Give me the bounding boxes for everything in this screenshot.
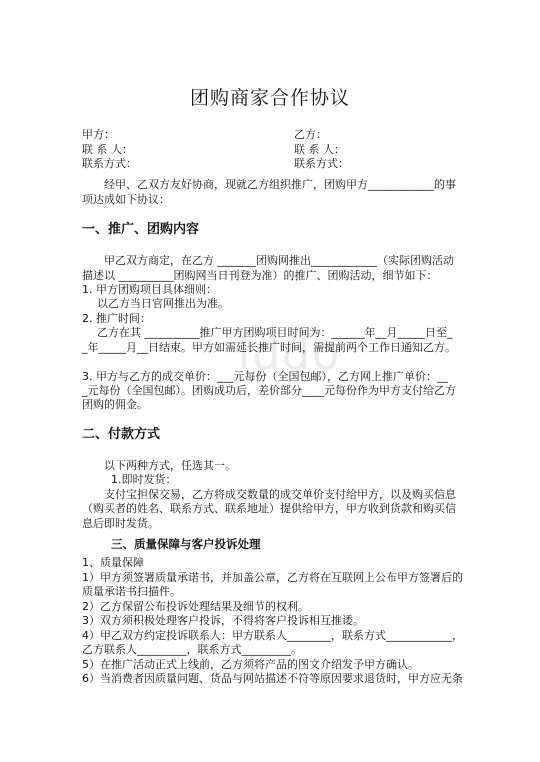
section-1-item-3-line-3: 团购的佣金。 xyxy=(82,398,148,411)
section-2-item-1-detail-1: 支付宝担保交易，乙方将成交数量的成交单价支付给甲方，以及购买信息 xyxy=(104,488,456,501)
section-1-item-3-line-1: 3. 甲方与乙方的成交单价：___元每份（全国包邮），乙方网上推广单价：__ xyxy=(82,370,448,383)
section-1-item-2-detail-1: 乙方在其 __________推广甲方团购项目时间为：______年__月_____日至_ xyxy=(97,326,453,339)
section-3-line: 质量承诺书扫描件。 xyxy=(82,585,181,598)
section-2-item-1-detail-3: 息后即时发货。 xyxy=(82,517,159,530)
section-1-item-3-line-2: _元每份（全国包邮）。团购成功后，差价部分____元每份作为甲方支付给乙方 xyxy=(82,384,456,397)
section-3-line: 5）在推广活动正式上线前，乙方须将产品的图文介绍发予甲方确认。 xyxy=(82,658,419,671)
intro-line-2: 项达成如下协议： xyxy=(82,193,170,206)
section-1-item-1-detail: 以乙方当日官网推出为准。 xyxy=(97,297,229,310)
party-b-phone: 联系方式： xyxy=(294,157,349,170)
section-3-heading: 三、质量保障与客户投诉处理 xyxy=(111,537,261,551)
party-a-contact: 联 系 人： xyxy=(82,143,133,156)
party-a-phone: 联系方式： xyxy=(82,157,137,170)
party-b-contact: 联 系 人： xyxy=(294,143,345,156)
section-2-p1: 以下两种方式，任选其一。 xyxy=(104,459,236,472)
section-1-p1-line-2: 描述以 __________团购网当日刊登为准）的推广、团购活动，细节如下： xyxy=(82,269,438,282)
section-1-p1-line-1: 甲乙双方商定，在乙方 _______团购网推出____________（实际团购活动 xyxy=(104,254,454,267)
document-title: 团购商家合作协议 xyxy=(189,87,350,109)
section-3-line: 1）甲方须签署质量承诺书，并加盖公章，乙方将在互联网上公布甲方签署后的 xyxy=(82,571,463,584)
section-2-item-1-detail-2: （购买者的姓名、联系方式、联系地址）提供给甲方，甲方收到货款和购买信 xyxy=(82,502,456,515)
section-3-line: 乙方联系人_________，联系方式_________。 xyxy=(82,643,302,656)
section-3-line: 2）乙方保留公布投诉处理结果及细节的权利。 xyxy=(82,600,309,613)
section-2-item-1: 1.即时发货： xyxy=(111,473,177,486)
party-b-label: 乙方： xyxy=(294,128,327,141)
intro-line-1: 经甲、乙双方友好协商，现就乙方组织推广，团购甲方____________的事 xyxy=(104,178,456,191)
section-3-line: 3）双方须积极处理客户投诉，不得将客户投诉相互推诿。 xyxy=(82,614,364,627)
section-1-item-1: 1. 甲方团购项目具体细则： xyxy=(82,283,217,296)
party-a-label: 甲方： xyxy=(82,128,115,141)
section-3-line: 6）当消费者因质量问题、货品与网站描述不符等原因要求退货时，甲方应无条 xyxy=(82,672,463,685)
section-1-heading: 一、推广、团购内容 xyxy=(82,222,200,237)
section-3-line: 1、质量保障 xyxy=(82,556,144,569)
section-3-line: 4）甲乙双方约定投诉联系人：甲方联系人________，联系方式____________， xyxy=(82,629,463,642)
watermark: lddo xyxy=(238,329,342,380)
section-1-item-2: 2. 推广时间： xyxy=(82,312,151,325)
section-1-item-2-detail-2: _年_____月__日结束。甲方如需延长推广时间，需提前两个工作日通知乙方。 xyxy=(82,341,456,354)
section-2-heading: 二、付款方式 xyxy=(82,427,161,442)
